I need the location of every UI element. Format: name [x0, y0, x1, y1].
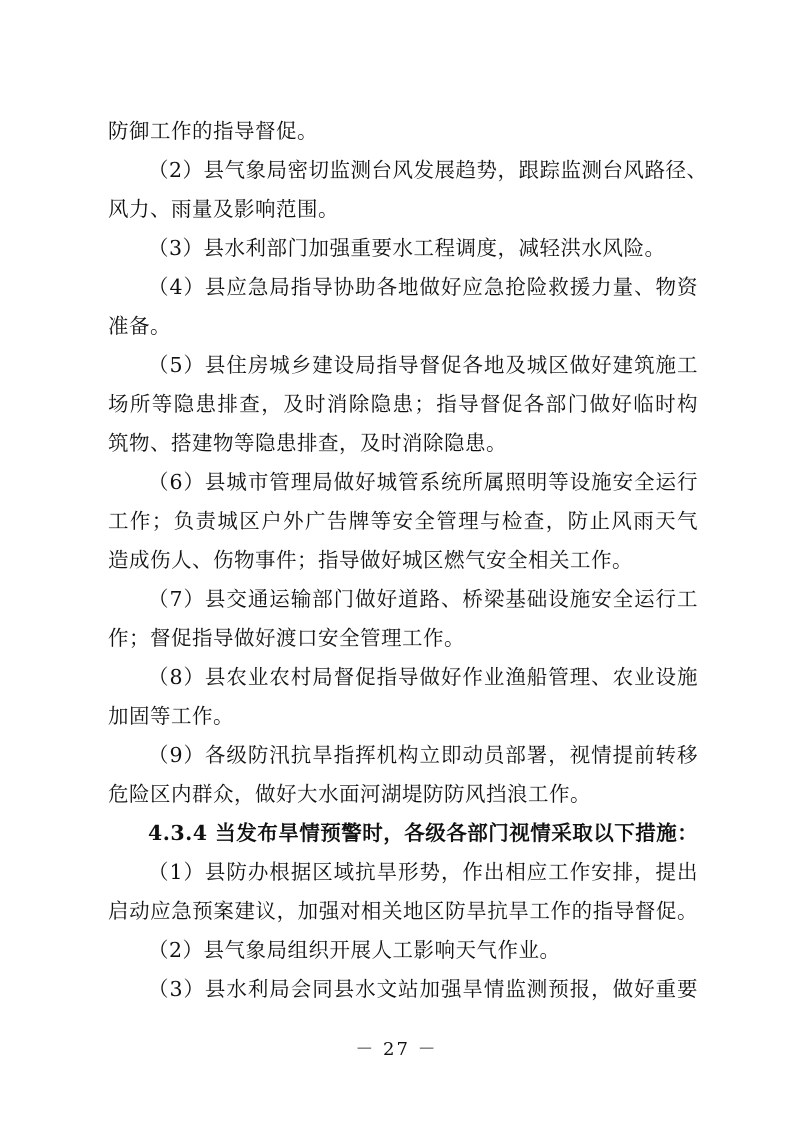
text-line: （5）县住房城乡建设局指导督促各地及城区做好建筑施工: [148, 353, 698, 377]
text-line: 加固等工作。: [108, 704, 234, 728]
text-line: （2）县气象局密切监测台风发展趋势，跟踪监测台风路径、: [148, 158, 708, 182]
text-line: （4）县应急局指导协助各地做好应急抢险救援力量、物资: [148, 275, 698, 299]
text-line: 启动应急预案建议，加强对相关地区防旱抗旱工作的指导督促。: [108, 899, 698, 923]
text-line: （8）县农业农村局督促指导做好作业渔船管理、农业设施: [148, 665, 698, 689]
section-heading: 4.3.4 当发布旱情预警时，各级各部门视情采取以下措施：: [148, 821, 699, 845]
text-line: 防御工作的指导督促。: [108, 119, 318, 143]
text-line: （6）县城市管理局做好城管系统所属照明等设施安全运行: [148, 470, 698, 494]
text-line: 场所等隐患排查，及时消除隐患；指导督促各部门做好临时构: [108, 392, 698, 416]
text-line: 风力、雨量及影响范围。: [108, 197, 339, 221]
text-line: （1）县防办根据区域抗旱形势，作出相应工作安排，提出: [148, 860, 698, 884]
text-line: （9）各级防汛抗旱指挥机构立即动员部署，视情提前转移: [148, 743, 698, 767]
text-line: 危险区内群众，做好大水面河湖堤防防风挡浪工作。: [108, 782, 591, 806]
text-line: 筑物、搭建物等隐患排查，及时消除隐患。: [108, 431, 507, 455]
text-line: 工作；负责城区户外广告牌等安全管理与检查，防止风雨天气: [108, 509, 698, 533]
text-line: （7）县交通运输部门做好道路、桥梁基础设施安全运行工: [148, 587, 698, 611]
text-line: 造成伤人、伤物事件；指导做好城区燃气安全相关工作。: [108, 548, 633, 572]
page-number: － 27 －: [355, 1039, 438, 1060]
text-line: 作；督促指导做好渡口安全管理工作。: [108, 626, 465, 650]
text-line: （3）县水利部门加强重要水工程调度，减轻洪水风险。: [148, 236, 666, 260]
text-line: （3）县水利局会同县水文站加强旱情监测预报，做好重要: [148, 977, 698, 1001]
text-line: 准备。: [108, 314, 171, 338]
text-line: （2）县气象局组织开展人工影响天气作业。: [148, 938, 561, 962]
